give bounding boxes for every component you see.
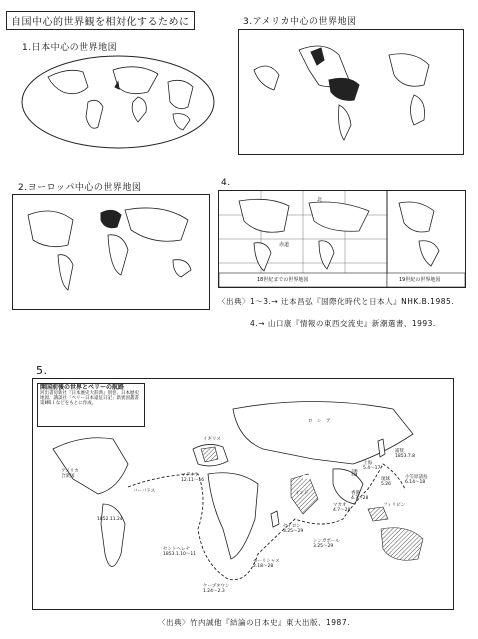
map4-historical-maps: [219, 191, 465, 287]
map4-equator-label: 赤道: [279, 242, 290, 248]
label-shanghai: 上海 5.4〜17: [363, 461, 381, 471]
map3-frame: [238, 29, 464, 155]
map5-title: 開国前後の世界とペリーの航路: [40, 384, 125, 391]
map5-frame: [32, 378, 454, 610]
label-macao: マカオ 4.7〜28: [333, 503, 351, 513]
label-ceylon: セイロン 3.25〜29: [283, 524, 304, 534]
page-title: [6, 11, 195, 30]
map1-japan-centered: [18, 52, 218, 152]
label-hongkong: 香港 4.7〜28: [351, 491, 369, 501]
map5-legend-box: [37, 383, 145, 427]
map1-label: 1.日本中心の世界地図: [22, 43, 118, 53]
map5-label: 5.: [36, 364, 48, 377]
map5-note: 河出書房新社『日本歴史大辞典』別巻、日本歴史地図、講談社「ペリー日本遠征日記」新異国叢書第Ⅱ輯１などをもとに作成。: [40, 391, 139, 406]
label-mauritius: モーリシャス 2.18〜28: [253, 559, 280, 569]
sources-bottom-line1: 〈出典〉竹内誠他『結論の日本史』東大出版、1987.: [158, 618, 350, 627]
sources-top-line1: 〈出典〉1〜3.→ 辻本昌弘『国際化時代と日本人』NHK.B.1985.: [218, 297, 455, 306]
label-qing: 清: [351, 469, 358, 477]
map2-frame: [12, 194, 210, 310]
label-philippines: フィリピン: [383, 503, 406, 508]
map3-america-centered: [239, 30, 463, 154]
label-india: インド: [295, 491, 309, 496]
label-ryukyu: 琉球 5.26: [381, 477, 392, 487]
label-st-helena: セントヘレナ 1853.1.10〜11: [163, 547, 197, 557]
page-title-text: 自国中心的世界観を相対化するために: [11, 17, 190, 28]
map2-label: 2.ヨーロッパ中心の世界地図: [18, 183, 142, 193]
label-uraga: 浦賀 1853.7.8: [395, 449, 416, 459]
sources-top-line2: 4.→ 山口康『情報の東西交流史』新潮選書、1993.: [250, 319, 436, 328]
label-barbados: バーバドス: [133, 489, 156, 494]
label-ogasawara: 小笠原諸島 6.14〜18: [405, 475, 428, 485]
map2-europe-centered: [13, 195, 209, 309]
map4-frame: [218, 190, 466, 288]
map4-north-label: 北: [317, 197, 323, 203]
map4-label: 4.: [221, 178, 231, 188]
map4-right-caption: 19世紀の世界地図: [399, 277, 441, 283]
label-singapore: シンガポール 3.25〜29: [313, 539, 340, 549]
map4-left-caption: 18世紀までの世界地図: [257, 277, 309, 283]
map3-label: 3.アメリカ中心の世界地図: [243, 17, 357, 27]
label-america: アメリカ合衆国: [61, 469, 79, 479]
label-madeira: マデイラ 12.11〜16: [181, 473, 205, 483]
label-cape: ケープタウン 1.24〜2.3: [203, 584, 230, 594]
label-date-america: 1852.11.24: [97, 517, 123, 522]
label-russia: ロ シ ア: [308, 419, 331, 424]
label-britain: イギリス: [203, 437, 221, 442]
